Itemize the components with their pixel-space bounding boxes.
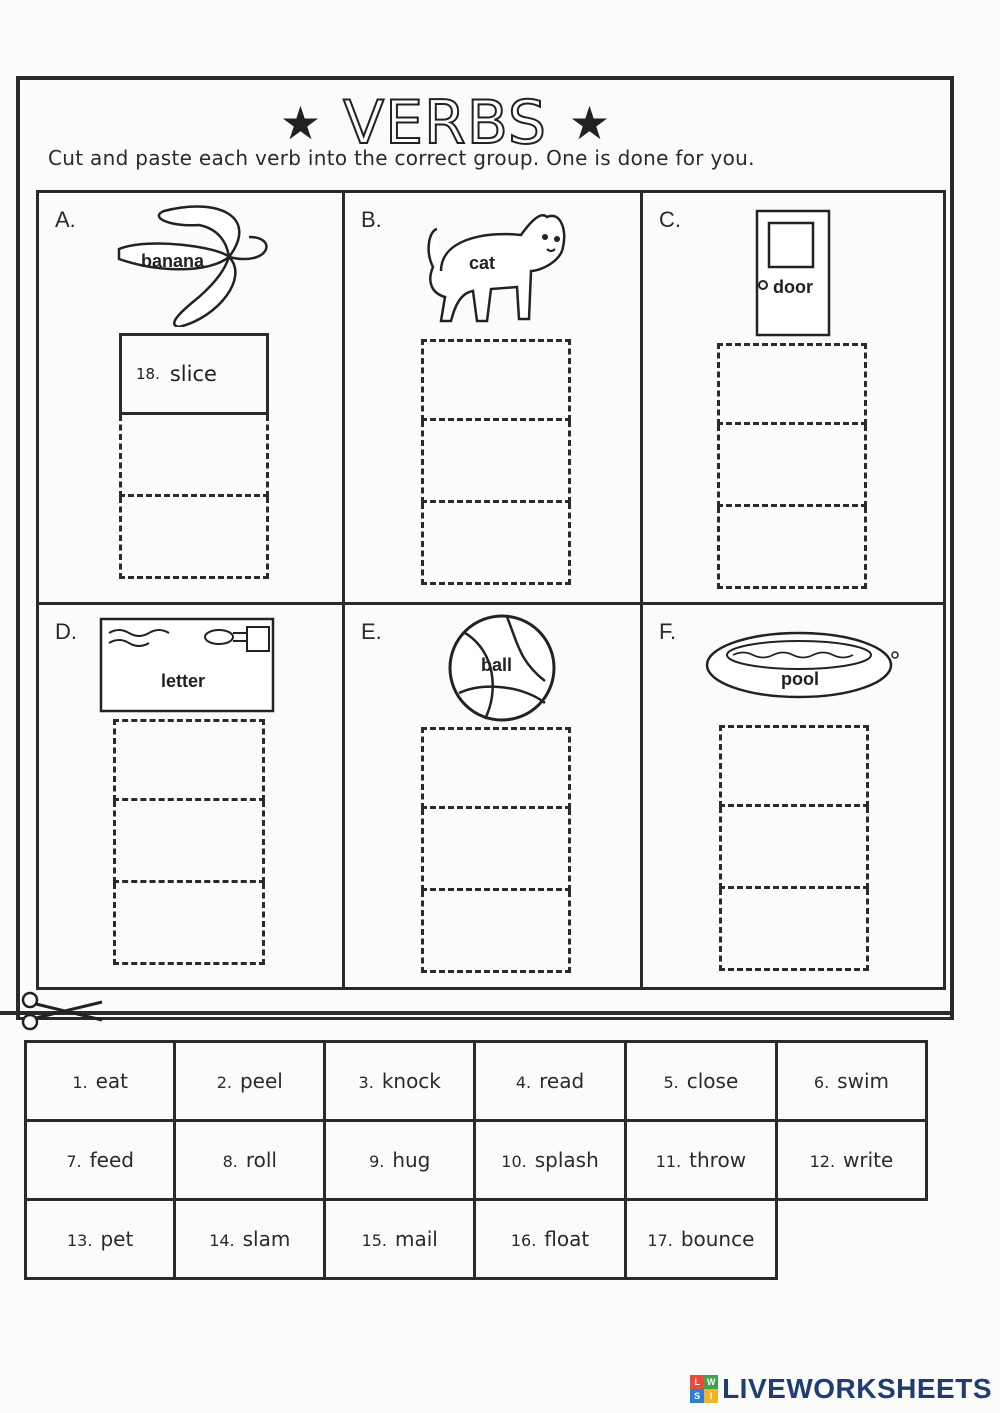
- verb-card[interactable]: 9. hug: [325, 1121, 475, 1200]
- star-icon: ★: [568, 97, 611, 149]
- paste-slots: [717, 343, 867, 589]
- paste-slots: [421, 339, 571, 585]
- paste-slot[interactable]: [421, 727, 571, 809]
- liveworksheets-logo: [690, 1373, 992, 1405]
- group-letter: A.: [55, 207, 76, 232]
- paste-slot[interactable]: [421, 891, 571, 973]
- paste-slot[interactable]: [113, 801, 265, 883]
- example-slot: [119, 333, 269, 415]
- example-number: 18.: [136, 365, 160, 383]
- verb-card[interactable]: 8. roll: [175, 1121, 325, 1200]
- banana-label: banana: [141, 251, 205, 271]
- verb-card[interactable]: 6. swim: [776, 1042, 926, 1121]
- paste-slot[interactable]: [421, 809, 571, 891]
- instructions: Cut and paste each verb into the correct group. One is done for you.: [48, 146, 755, 170]
- cat-icon: [421, 201, 571, 331]
- group-letter: D.: [55, 619, 77, 644]
- paste-slot[interactable]: [719, 725, 869, 807]
- paste-slots: [421, 727, 571, 973]
- verb-row: [26, 1042, 927, 1121]
- group-letter: F.: [659, 619, 677, 644]
- group-f: [643, 605, 943, 987]
- paste-slot[interactable]: [717, 343, 867, 425]
- group-letter: C.: [659, 207, 681, 232]
- logo-text: LIVEWORKSHEETS: [722, 1373, 992, 1404]
- paste-slot[interactable]: [119, 497, 269, 579]
- verb-card[interactable]: 3. knock: [325, 1042, 475, 1121]
- title-text: VERBS: [343, 88, 547, 158]
- verb-card[interactable]: 2. peel: [175, 1042, 325, 1121]
- verb-text: feed: [89, 1148, 134, 1172]
- verb-text: swim: [837, 1069, 889, 1093]
- verb-row: [26, 1121, 927, 1200]
- pool-label: pool: [781, 669, 819, 689]
- group-e: [345, 605, 643, 987]
- group-letter: E.: [361, 619, 382, 644]
- paste-slot[interactable]: [119, 415, 269, 497]
- verb-text: peel: [239, 1069, 283, 1093]
- paste-slot[interactable]: [717, 425, 867, 507]
- paste-slots: [119, 333, 269, 579]
- paste-slot[interactable]: [717, 507, 867, 589]
- example-verb: slice: [169, 362, 217, 386]
- paste-slot[interactable]: [113, 883, 265, 965]
- verb-text: close: [686, 1069, 739, 1093]
- verb-text: splash: [534, 1148, 599, 1172]
- verb-text: eat: [95, 1069, 128, 1093]
- verb-card[interactable]: 7. feed: [26, 1121, 175, 1200]
- verb-cutouts: [24, 1040, 928, 1280]
- verb-text: read: [539, 1069, 585, 1093]
- verb-card[interactable]: 15. mail: [325, 1200, 475, 1279]
- verb-text: knock: [381, 1069, 441, 1093]
- paste-slot[interactable]: [421, 503, 571, 585]
- group-d: [39, 605, 345, 987]
- verb-card[interactable]: 13. pet: [26, 1200, 175, 1279]
- envelope-icon: [97, 615, 279, 719]
- verb-card[interactable]: 16. float: [475, 1200, 626, 1279]
- paste-slots: [113, 719, 265, 965]
- verb-text: pet: [100, 1227, 134, 1251]
- verb-text: throw: [689, 1148, 747, 1172]
- group-letter: B.: [361, 207, 382, 232]
- verb-text: bounce: [680, 1227, 755, 1251]
- verb-card[interactable]: 14. slam: [175, 1200, 325, 1279]
- paste-slot[interactable]: [113, 719, 265, 801]
- verb-text: float: [544, 1227, 590, 1251]
- verb-card[interactable]: 5. close: [625, 1042, 776, 1121]
- verb-text: roll: [245, 1148, 277, 1172]
- verb-text: hug: [392, 1148, 431, 1172]
- group-grid: [36, 190, 946, 990]
- scissors-icon: [14, 990, 106, 1032]
- paste-slot[interactable]: [719, 889, 869, 971]
- verb-text: mail: [395, 1227, 438, 1251]
- star-icon: ★: [279, 97, 322, 149]
- paste-slot[interactable]: [421, 421, 571, 503]
- verb-card[interactable]: 17. bounce: [625, 1200, 776, 1279]
- empty-cell: [776, 1200, 926, 1279]
- paste-slot[interactable]: [421, 339, 571, 421]
- verb-text: slam: [242, 1227, 291, 1251]
- paste-slot[interactable]: [719, 807, 869, 889]
- verb-card[interactable]: 1. eat: [26, 1042, 175, 1121]
- ball-label: ball: [481, 655, 513, 675]
- verb-card[interactable]: 11. throw: [625, 1121, 776, 1200]
- group-b: [345, 193, 643, 605]
- cut-line: [0, 1010, 950, 1016]
- verb-text: write: [843, 1148, 894, 1172]
- letter-label: letter: [161, 671, 206, 691]
- verb-row: [26, 1200, 927, 1279]
- door-label: door: [773, 277, 813, 297]
- verb-card[interactable]: 4. read: [475, 1042, 626, 1121]
- logo-badge-icon: L W S I: [690, 1375, 718, 1403]
- group-a: [39, 193, 345, 605]
- cat-label: cat: [469, 253, 496, 273]
- paste-slots: [719, 725, 869, 971]
- verb-card[interactable]: 12. write: [776, 1121, 926, 1200]
- group-c: [643, 193, 943, 605]
- verb-card[interactable]: 10. splash: [475, 1121, 626, 1200]
- door-icon: [753, 209, 833, 339]
